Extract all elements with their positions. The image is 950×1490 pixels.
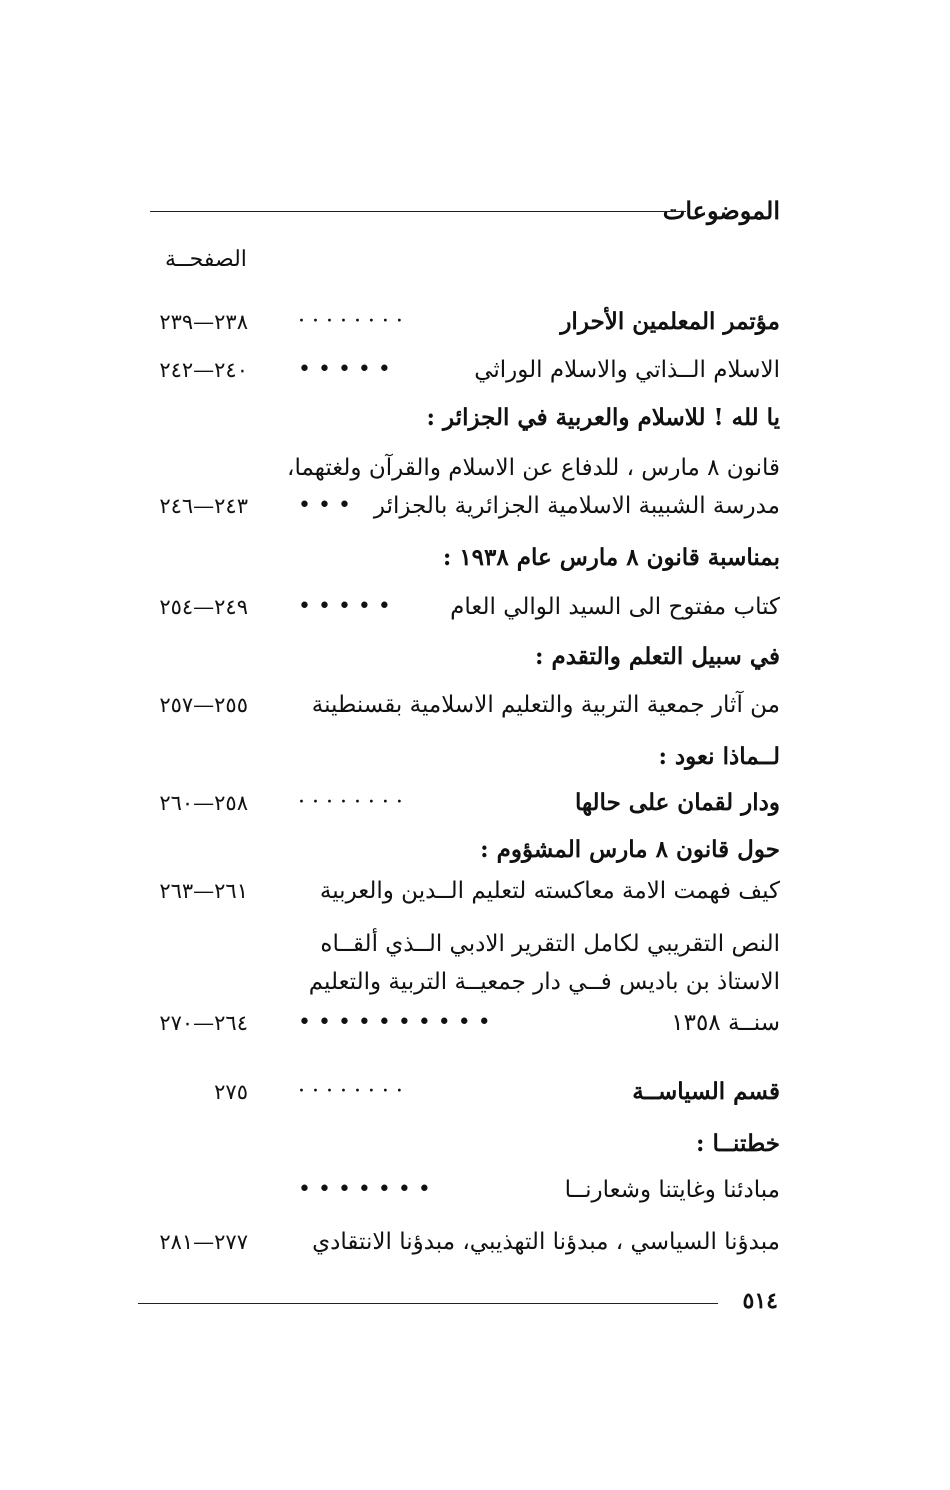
entry-pages: ٢٦٤—٢٧٠ — [159, 1011, 248, 1035]
entry-title: من آثار جمعية التربية والتعليم الاسلامية بقسنطينة — [311, 692, 780, 718]
page-number: ٥١٤ — [742, 1288, 778, 1314]
entry-pages: ٢٧٥ — [214, 1080, 248, 1104]
toc-entry — [0, 924, 950, 964]
toc-entry — [0, 350, 950, 390]
entry-pages: ٢٣٨—٢٣٩ — [159, 310, 248, 334]
toc-entry — [0, 1222, 950, 1262]
entry-title: مدرسة الشبيبة الاسلامية الجزائرية بالجزائر — [373, 493, 780, 519]
leader-dots: • • • • • • • — [298, 1177, 431, 1202]
entry-title: مبدؤنا السياسي ، مبدؤنا التهذيبي، مبدؤنا الانتقادي — [312, 1229, 780, 1255]
entry-pages: ٢٤٩—٢٥٤ — [159, 595, 248, 619]
footer-rule — [138, 1303, 718, 1304]
toc-entry — [0, 962, 950, 1002]
entry-title: قسم السياســة — [632, 1078, 780, 1105]
toc-entry — [0, 685, 950, 725]
toc-entry — [0, 398, 950, 438]
toc-entry — [0, 830, 950, 870]
toc-entry — [0, 302, 950, 342]
entry-title: مؤتمر المعلمين الأحرار — [560, 308, 780, 335]
toc-entry — [0, 637, 950, 677]
entry-title: خطتنــا : — [696, 1130, 780, 1157]
leader-dots: • • • • • — [298, 594, 391, 619]
leader-dots: · · · · · · · · — [298, 309, 403, 334]
entry-title: قانون ٨ مارس ، للدفاع عن الاسلام والقرآن ولغتهما، — [287, 455, 780, 481]
toc-entry — [0, 538, 950, 578]
toc-entry — [0, 448, 950, 488]
entry-pages: ٢٧٧—٢٨١ — [159, 1230, 248, 1254]
entry-pages: ٢٥٥—٢٥٧ — [159, 693, 248, 717]
toc-entry — [0, 871, 950, 911]
entry-title: بمناسبة قانون ٨ مارس عام ١٩٣٨ : — [442, 544, 780, 571]
leader-dots: · · · · · · · · — [298, 1079, 403, 1104]
toc-entry — [0, 1170, 950, 1210]
leader-dots: • • • — [298, 493, 351, 518]
toc-entry — [0, 587, 950, 627]
entry-title: ودار لقمان على حالها — [574, 789, 780, 816]
entry-title: لــماذا نعود : — [658, 743, 780, 770]
section-title: الموضوعات — [662, 196, 780, 225]
entry-title: الاستاذ بن باديس فــي دار جمعيــة التربية والتعليم — [308, 969, 780, 995]
leader-dots: • • • • • — [298, 357, 391, 382]
entry-title: الاسلام الــذاتي والاسلام الوراثي — [474, 357, 780, 383]
entry-title: يا لله ! للاسلام والعربية في الجزائر : — [426, 404, 780, 431]
entry-title: في سبيل التعلم والتقدم : — [534, 643, 780, 670]
toc-entry — [0, 1003, 950, 1043]
entry-title: مبادئنا وغايتنا وشعارنــا — [564, 1177, 780, 1203]
entry-title: كتاب مفتوح الى السيد الوالي العام — [450, 594, 780, 620]
leader-dots: • • • • • • • • • • — [298, 1010, 491, 1035]
entry-pages: ٢٥٨—٢٦٠ — [159, 791, 248, 815]
entry-title: كيف فهمت الامة معاكسته لتعليم الــدين والعربية — [319, 878, 780, 904]
page-column-label: الصفحــة — [165, 247, 247, 272]
entry-pages: ٢٦١—٢٦٣ — [159, 879, 248, 903]
toc-entry — [0, 1072, 950, 1112]
toc-entry — [0, 486, 950, 526]
header-rule — [150, 211, 686, 212]
toc-entry — [0, 1124, 950, 1164]
toc-entry — [0, 783, 950, 823]
entry-title: سنــة ١٣٥٨ — [671, 1010, 780, 1036]
leader-dots: · · · · · · · · — [298, 790, 403, 815]
entry-title: حول قانون ٨ مارس المشؤوم : — [480, 836, 780, 863]
toc-entry — [0, 737, 950, 777]
entry-pages: ٢٤٠—٢٤٢ — [159, 358, 248, 382]
entry-title: النص التقريبي لكامل التقرير الادبي الــذي ألقــاه — [320, 931, 780, 957]
entry-pages: ٢٤٣—٢٤٦ — [159, 494, 248, 518]
